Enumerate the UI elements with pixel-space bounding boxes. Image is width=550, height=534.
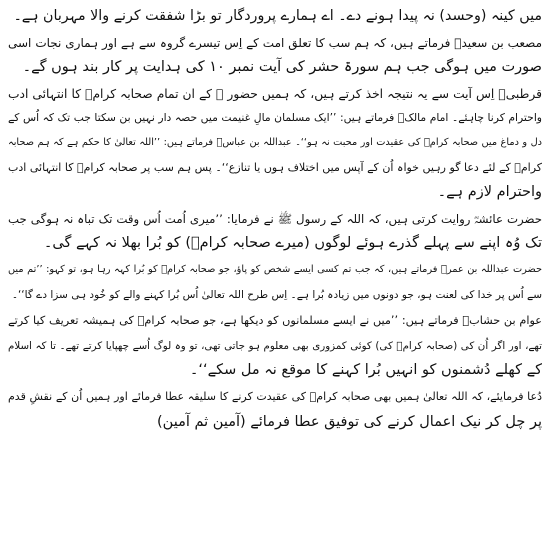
text-line: قرطبیؒ اِس آیت سے یہ نتیجہ اخذ کرتے ہیں، کہ ہمیں حضور ﷺ کے ان تمام صحابہ کرامؓ کا انتہائی ادب [8, 86, 542, 101]
text-line: دل و دماغ میں صحابہ کرامؓ کی عقیدت اور محبت نہ ہو‘‘۔ عبداللہ بن عباسؓ فرماتے ہیں: ’’اللہ تعالیٰ کا حکم ہے کہ ہم صحابہ [8, 136, 542, 148]
text-line: حضرت عبداللہ بن عمرؓ فرماتے ہیں، کہ جب تم کسی ایسے شخص کو پاؤ، جو صحابہ کرامؓ کو بُرا کہہ رہا ہو، تو کہو: ’’تم میں [8, 263, 542, 275]
text-line: سے اُس پر خدا کی لعنت ہو، جو دونوں میں زیادہ بُرا ہے۔ اِس طرح اللہ تعالیٰ اُس بُرا کہنے والے کو خُود ہی سزا دے گا‘‘۔ [11, 288, 542, 301]
paragraph-abdullah-bin-umar [8, 258, 542, 307]
text-line: کرامؓ کے لئے دعا گو رہیں خواہ اُن کے آپس میں اختلاف ہوں یا تنازع‘‘۔ پس ہم سب پر صحابہ کرامؓ کا انتہائی ادب [8, 160, 542, 174]
text-line: عوام بن حشابؒ فرماتے ہیں: ’’میں نے ایسے مسلمانوں کو دیکھا ہے، جو صحابہ کرامؓ کی ہمیشہ تعریف کیا کرتے [8, 314, 542, 328]
paragraph-hazrat-aisha [8, 207, 542, 256]
text-line: صورت میں ہوگی جب ہم سورۃ حشر کی آیت نمبر ۱۰ کی ہدایت پر کار بند ہوں گے۔ [22, 59, 542, 76]
text-line: حضرت عائشہؓ روایت کرتی ہیں، کہ اللہ کے رسول ﷺ نے فرمایا: ’’میری اُمت اُس وقت تک تباہ نہ ہوگی جب [8, 211, 542, 226]
text-line: کے کھلے دُشمنوں کو انہیں بُرا کہنے کا موقع نہ مل سکے‘‘۔ [189, 362, 542, 379]
text-line: پر چل کر نیک اعمال کرنے کی توفیق عطا فرمائے (آمین ثم آمین) [157, 413, 542, 430]
paragraph-awam-bin-hashab [8, 309, 542, 383]
paragraph-musab-bin-saeed [8, 31, 542, 80]
text-line: دُعا فرمایئے، کہ اللہ تعالیٰ ہمیں بھی صحابہ کرامؓ کی عقیدت کرنے کا سلیقہ عطا فرمائے اور ہمیں اُن کے نقشِ قدم [8, 389, 542, 403]
paragraph-dua-closing [8, 385, 542, 434]
text-line: واحترام کرنا چاہئے۔ امام مالکؒ فرماتے ہیں: ’’ایک مسلمان مالِ غنیمت میں حصہ دار نہیں بن سکتا جب تک کہ اُس کے [8, 111, 542, 125]
text-line: تک وُہ اپنے سے پہلے گذرے ہوئے لوگوں (میرے صحابہ کرامؓ) کو بُرا بھلا نہ کہے گی۔ [43, 235, 542, 252]
paragraph-kina-dua [8, 4, 542, 29]
text-line: مصعب بن سعیدؓ فرماتے ہیں، کہ ہم سب کا تعلق امت کے اِس تیسرے گروہ سے ہے اور ہماری نجات اسی [8, 35, 542, 50]
text-line: میں کینہ (وحسد) نہ پیدا ہونے دے۔ اے ہمارے پروردگار تو بڑا شفقت کرنے والا مہربان ہے۔ [13, 8, 542, 24]
paragraph-qurtubi [8, 82, 542, 205]
text-line: تھے، اور اگر اُن کی (صحابہ کرامؓ کی) کوئی کمزوری بھی معلوم ہو جاتی تھی، تو وہ لوگ اُسے چھپایا کرتے تھے۔ تا کہ اسلام [8, 339, 542, 352]
text-line: واحترام لازم ہے۔ [437, 184, 542, 201]
